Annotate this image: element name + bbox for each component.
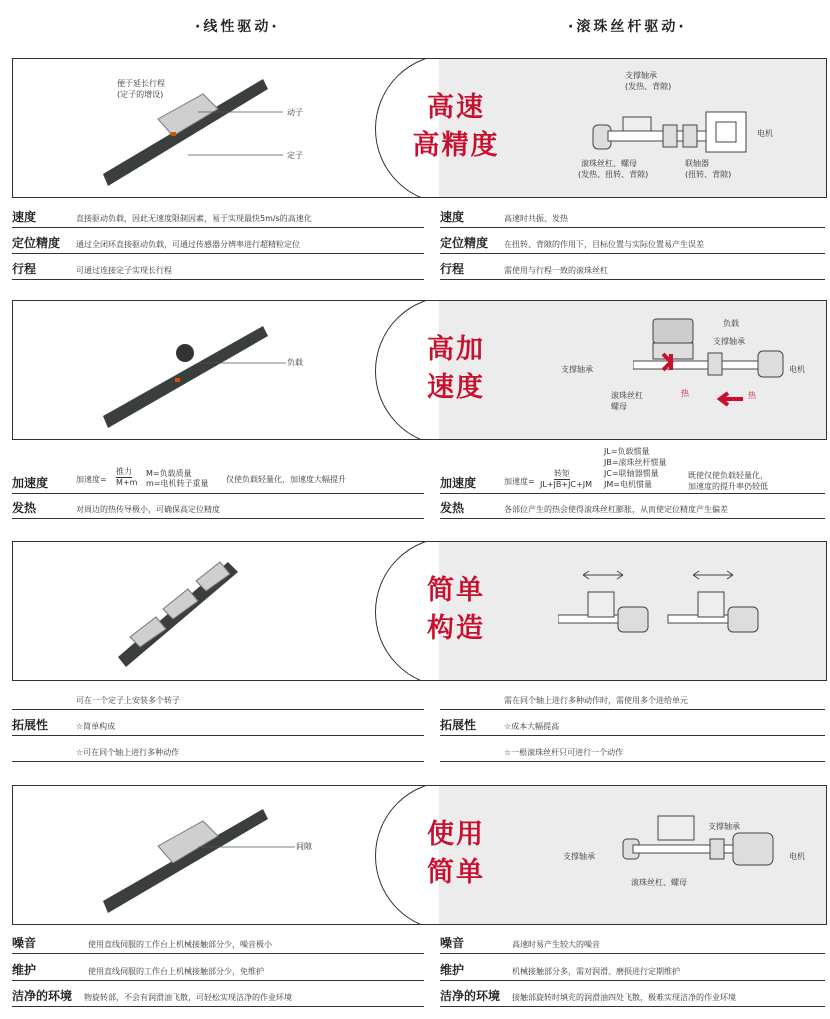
panel-speed [12, 58, 827, 198]
label-motor-4: 电机 [789, 852, 805, 861]
label-extend-sub: (定子的增设) [117, 90, 164, 99]
big-title-easy: 使用 简单 [427, 819, 485, 888]
ballscrew-diagram-2 [633, 309, 803, 409]
big-title-accel: 高加 速度 [427, 334, 485, 403]
big-title-simple: 简单 构造 [427, 575, 485, 644]
row-multi-action-left: ☆可在同个轴上进行多种动作 [12, 742, 424, 762]
row-maintenance-right: 维护 机械接触部分多，需对润滑、磨损进行定期维护 [440, 961, 825, 981]
label-mover: 动子 [287, 108, 303, 117]
linear-rail-image-2 [93, 306, 273, 436]
label-ballscrew-2: 滚珠丝杠 [611, 391, 643, 400]
label-heat-a: 热 [681, 389, 689, 398]
ballscrew-diagram-4 [618, 811, 788, 881]
row-stroke-right: 行程 需使用与行程一致的滚珠丝杠 [440, 260, 825, 280]
row-noise-left: 噪音 使用直线伺服的工作台上机械接触部分少，噪音极小 [12, 934, 424, 954]
label-heat-b: 热 [748, 391, 756, 400]
label-ballscrew: 滚珠丝杠、螺母 [581, 159, 637, 168]
right-header: ·滚珠丝杆驱动· [568, 19, 687, 35]
label-nut-2: 螺母 [611, 402, 627, 411]
label-ballscrew-sub: (发热、扭转、背隙) [578, 170, 649, 179]
label-bearing-4b: 支撑轴承 [563, 852, 595, 861]
row-accel-right: 加速度 [440, 472, 825, 494]
label-motor-2: 电机 [789, 365, 805, 374]
label-extend: 便于延长行程 [117, 79, 165, 88]
linear-rail-image-3 [108, 547, 288, 677]
row-multi-unit-right: 需在同个轴上进行多种动作时，需使用多个进给单元 [440, 690, 825, 710]
row-heat-right: 发热 各部位产生的热会使得滚珠丝杠膨胀，从而使定位精度产生偏差 [440, 499, 825, 519]
label-motor: 电机 [757, 129, 773, 138]
label-load-right: 负载 [723, 319, 739, 328]
row-maintenance-left: 维护 使用直线伺服的工作台上机械接触部分少，免维护 [12, 961, 424, 981]
label-support-bearing: 支撑轴承 [625, 71, 657, 80]
row-clean-right: 洁净的环境 接触部旋转时填充的润滑油四处飞散，极难实现洁净的作业环境 [440, 987, 825, 1007]
panel-easy-use [12, 785, 827, 925]
label-bearing-a: 支撑轴承 [713, 337, 745, 346]
label-coupling: 联轴器 [685, 159, 709, 168]
leader-lines-1 [188, 97, 288, 157]
row-noise-right: 噪音 高速时易产生较大的噪音 [440, 934, 825, 954]
linear-rail-image-4 [93, 791, 273, 921]
row-extensibility-left: 拓展性 ☆简单构成 [12, 716, 424, 736]
left-header: ·线性驱动· [195, 19, 280, 35]
panel-simple-structure [12, 541, 827, 681]
row-single-action-right: ☆一根滚珠丝杆只可进行一个动作 [440, 742, 825, 762]
label-bearing-4a: 支撑轴承 [708, 822, 740, 831]
label-stator: 定子 [287, 151, 303, 160]
row-speed-right: 速度 高速时共振、发热 [440, 208, 825, 228]
row-extensibility-right: 拓展性 ☆成本大幅提高 [440, 716, 825, 736]
panel-acceleration [12, 300, 827, 440]
label-ballscrew-4: 滚珠丝杠、螺母 [631, 878, 687, 887]
row-positioning-right: 定位精度 在扭转、背隙的作用下，目标位置与实际位置易产生误差 [440, 234, 825, 254]
row-speed-left: 速度 直接驱动负载，因此无速度限制因素，易于实现最快5m/s的高速化 [12, 208, 424, 228]
row-heat-left: 发热 对周边的热传导极小，可确保高定位精度 [12, 499, 424, 519]
row-positioning-left: 定位精度 通过全闭环直接驱动负载，可通过传感器分辨率进行超精粒定位 [12, 234, 424, 254]
label-support-bearing-sub: (发热、背隙) [625, 82, 672, 91]
row-clean-left: 洁净的环境 物旋转部，不会有润滑油飞散，可轻松实现洁净的作业环境 [12, 987, 424, 1007]
label-load-left: 负载 [287, 358, 303, 367]
row-multi-mover-left: 可在一个定子上安装多个转子 [12, 690, 424, 710]
big-title-speed: 高速 高精度 [412, 92, 500, 161]
label-gap: 间隙 [296, 842, 312, 851]
row-stroke-left: 行程 可通过连接定子实现长行程 [12, 260, 424, 280]
row-accel-left: 加速度 [12, 472, 424, 494]
label-coupling-sub: (扭转、背隙) [685, 170, 732, 179]
ballscrew-diagram-3 [558, 567, 788, 647]
label-bearing-b: 支撑轴承 [561, 365, 593, 374]
